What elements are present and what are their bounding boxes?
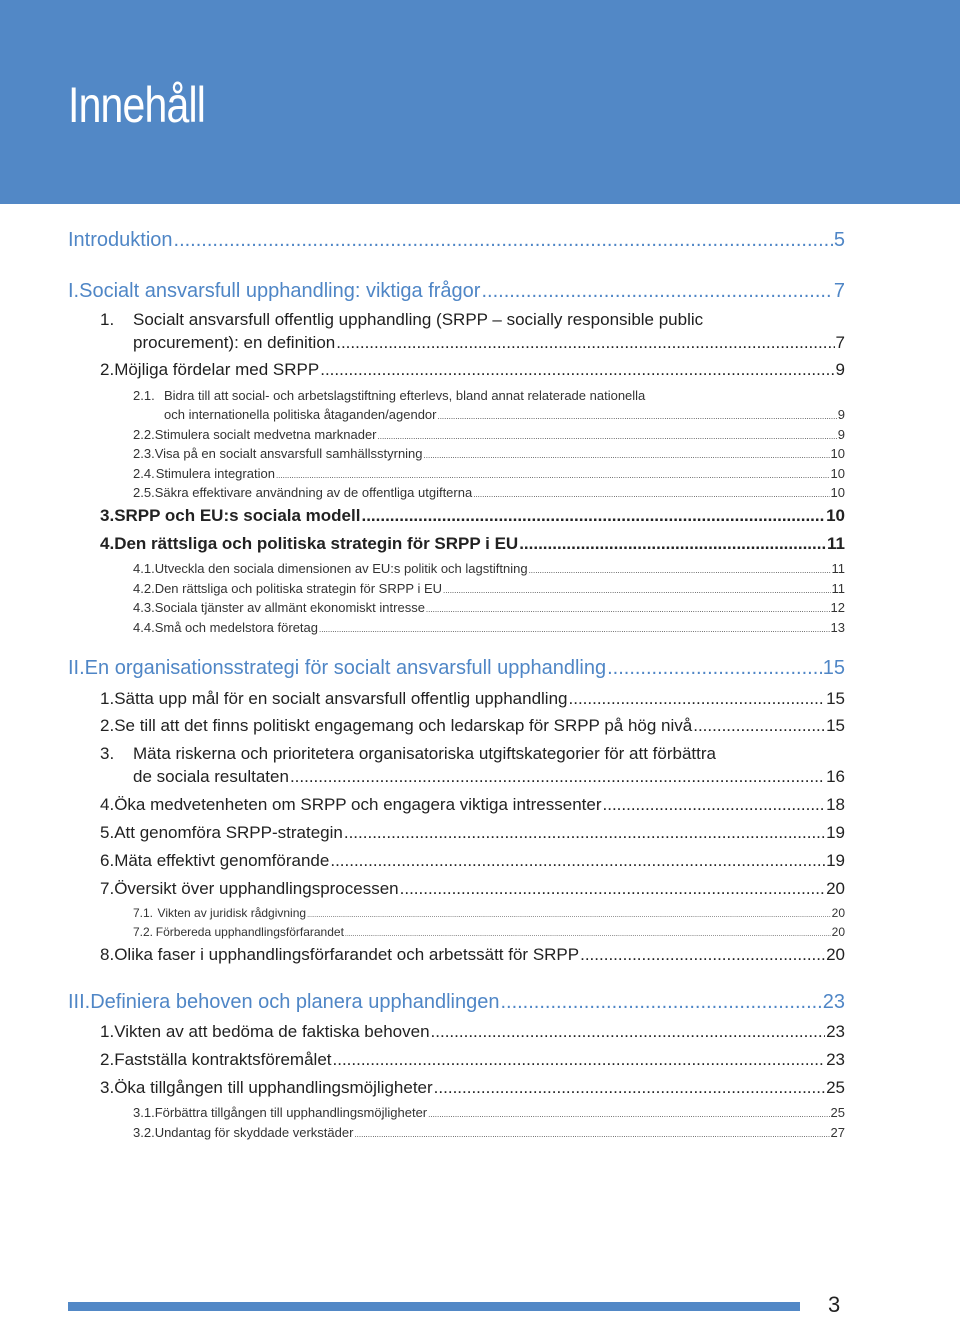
toc-entry-1-4-1[interactable] xyxy=(133,561,845,576)
toc-entry-1-1[interactable] xyxy=(100,310,845,330)
toc-number: 2.3. xyxy=(133,446,155,461)
toc-number: 2. xyxy=(100,1050,115,1069)
toc-label: Vikten av att bedöma de faktiska behoven xyxy=(114,1022,430,1041)
toc-label: Visa på en socialt ansvarsfull samhällsstyrning xyxy=(154,446,423,461)
toc-page: 20 xyxy=(826,945,845,964)
toc-entry-1-2-5[interactable] xyxy=(133,485,845,500)
toc-entry-3-3-1[interactable] xyxy=(133,1105,845,1120)
toc-number: II. xyxy=(68,657,85,679)
toc-entry-2-4[interactable] xyxy=(100,795,845,815)
toc-label: Vikten av juridisk rådgivning xyxy=(157,906,307,920)
toc-page: 12 xyxy=(830,600,845,615)
toc-number: 2. xyxy=(100,716,115,735)
toc-entry-1-4[interactable] xyxy=(100,534,845,554)
toc-entry-2-1[interactable] xyxy=(100,689,845,709)
toc-label: Definiera behoven och planera upphandlingen xyxy=(90,991,500,1013)
toc-label: Förbättra tillgången till upphandlingsmöjligheter xyxy=(154,1105,428,1120)
toc-number: 2.5. xyxy=(133,485,155,500)
toc-page: 25 xyxy=(830,1105,845,1120)
toc-entry-3-2[interactable] xyxy=(100,1050,845,1070)
toc-label: Stimulera integration xyxy=(155,466,275,481)
toc-number: 4.1. xyxy=(133,561,155,576)
toc-page: 11 xyxy=(827,534,845,553)
toc-label: Olika faser i upphandlingsförfarandet och arbetssätt för SRPP xyxy=(114,945,580,964)
toc-label: Fastställa kontraktsföremålet xyxy=(114,1050,332,1069)
toc-number: 7.1. xyxy=(133,906,154,920)
toc-label-cont: de sociala resultaten xyxy=(133,767,289,786)
toc-entry-3-1[interactable] xyxy=(100,1022,845,1042)
toc-label: Socialt ansvarsfull upphandling: viktiga frågor xyxy=(79,280,481,302)
toc-page: 19 xyxy=(826,851,845,870)
toc-label: Små och medelstora företag xyxy=(154,620,318,635)
toc-number: 4.3. xyxy=(133,600,155,615)
toc-entry-1-2[interactable] xyxy=(100,360,845,380)
toc-page: 7 xyxy=(833,280,845,302)
toc-number: 2.4. xyxy=(133,466,155,481)
toc-label: Förbereda upphandlingsförfarandet xyxy=(155,925,344,939)
toc-page: 7 xyxy=(835,333,845,352)
toc-number: 3. xyxy=(100,1078,115,1097)
toc-number: 1. xyxy=(100,1022,115,1041)
toc-entry-2-7-1[interactable] xyxy=(133,906,845,920)
toc-page: 11 xyxy=(831,561,845,576)
toc-entry-2-5[interactable] xyxy=(100,823,845,843)
toc-page: 20 xyxy=(831,925,845,939)
toc-page: 23 xyxy=(826,1022,845,1041)
toc-label: Mäta effektivt genomförande xyxy=(114,851,330,870)
toc-entry-1-4-2[interactable] xyxy=(133,581,845,596)
toc-entry-intro[interactable] xyxy=(68,229,845,252)
toc-label: Sätta upp mål för en socialt ansvarsfull offentlig upphandling xyxy=(114,689,568,708)
toc-section-3[interactable] xyxy=(68,991,845,1014)
toc-label: Sociala tjänster av allmänt ekonomiskt intresse xyxy=(154,600,425,615)
toc-page: 9 xyxy=(837,407,845,422)
toc-number: 7.2. xyxy=(133,925,154,939)
toc-entry-2-3[interactable] xyxy=(100,744,845,764)
toc-page: 18 xyxy=(826,795,845,814)
toc-section-1[interactable] xyxy=(68,280,845,303)
toc-entry-1-2-3[interactable] xyxy=(133,446,845,461)
toc-label: Stimulera socialt medvetna marknader xyxy=(154,427,377,442)
toc-entry-1-4-3[interactable] xyxy=(133,600,845,615)
toc-entry-2-7-2[interactable] xyxy=(133,925,845,939)
toc-label: Att genomföra SRPP-strategin xyxy=(114,823,343,842)
toc-label: Se till att det finns politiskt engagemang och ledarskap för SRPP på hög nivå xyxy=(114,716,693,735)
toc-page: 10 xyxy=(830,485,845,500)
toc-number: 2. xyxy=(100,360,115,379)
toc-label: Bidra till att social- och arbetslagstiftning efterlevs, bland annat relaterade nationella xyxy=(164,388,646,403)
toc-section-2[interactable] xyxy=(68,657,845,680)
toc-number: 4. xyxy=(100,795,115,814)
toc-page: 13 xyxy=(830,620,845,635)
toc-page: 9 xyxy=(837,427,845,442)
toc-label-cont: och internationella politiska åtaganden/agendor xyxy=(164,407,437,422)
toc-entry-2-6[interactable] xyxy=(100,851,845,871)
toc-label: Öka medvetenheten om SRPP och engagera viktiga intressenter xyxy=(114,795,602,814)
toc-number: 3. xyxy=(100,506,115,525)
toc-page: 9 xyxy=(835,360,845,379)
toc-page: 15 xyxy=(822,657,845,679)
toc-label: Öka tillgången till upphandlingsmöjligheter xyxy=(114,1078,433,1097)
toc-entry-1-2-1-cont[interactable] xyxy=(164,407,845,422)
toc-number: 3.2. xyxy=(133,1125,155,1140)
toc-entry-2-7[interactable] xyxy=(100,879,845,899)
toc-page: 23 xyxy=(822,991,845,1013)
toc-label: Mäta riskerna och prioritetera organisatoriska utgiftskategorier för att förbättra xyxy=(133,744,716,763)
toc-label: Den rättsliga och politiska strategin för SRPP i EU xyxy=(114,534,519,553)
toc-label: Introduktion xyxy=(68,229,173,251)
toc-page: 10 xyxy=(830,446,845,461)
toc-number: 7. xyxy=(100,879,115,898)
toc-page: 16 xyxy=(826,767,845,786)
toc-entry-3-3[interactable] xyxy=(100,1078,845,1098)
toc-page: 10 xyxy=(830,466,845,481)
toc-entry-1-1-cont[interactable] xyxy=(133,333,845,353)
toc-page: 20 xyxy=(826,879,845,898)
toc-entry-2-3-cont[interactable] xyxy=(133,767,845,787)
toc-number: 3.1. xyxy=(133,1105,155,1120)
toc-number: 1. xyxy=(100,310,115,329)
toc-page: 27 xyxy=(830,1125,845,1140)
toc-entry-1-2-1[interactable] xyxy=(133,388,845,403)
toc-page: 23 xyxy=(826,1050,845,1069)
toc-number: 4. xyxy=(100,534,115,553)
toc-label: Säkra effektivare användning av de offentliga utgifterna xyxy=(154,485,473,500)
toc-label-cont: procurement): en definition xyxy=(133,333,336,352)
toc-label: En organisationsstrategi för socialt ansvarsfull upphandling xyxy=(84,657,607,679)
toc-entry-1-2-2[interactable] xyxy=(133,427,845,442)
toc-number: 3. xyxy=(100,744,115,763)
toc-entry-1-4-4[interactable] xyxy=(133,620,845,635)
toc-label: Den rättsliga och politiska strategin för SRPP i EU xyxy=(154,581,443,596)
toc-label: Undantag för skyddade verkstäder xyxy=(154,1125,354,1140)
toc-entry-1-2-4[interactable] xyxy=(133,466,845,481)
toc-number: 1. xyxy=(100,689,115,708)
toc-entry-2-8[interactable] xyxy=(100,945,845,965)
toc-entry-1-3[interactable] xyxy=(100,506,845,526)
toc-page: 11 xyxy=(831,581,845,596)
toc-number: 6. xyxy=(100,851,115,870)
toc-number: 8. xyxy=(100,945,115,964)
toc-label: Möjliga fördelar med SRPP xyxy=(114,360,320,379)
toc-entry-2-2[interactable] xyxy=(100,716,845,736)
page-number: 3 xyxy=(828,1292,841,1317)
toc-label: SRPP och EU:s sociala modell xyxy=(114,506,361,525)
toc-label: Socialt ansvarsfull offentlig upphandling (SRPP – socially responsible public xyxy=(133,310,704,329)
toc-page: 5 xyxy=(833,229,845,251)
toc-entry-3-3-2[interactable] xyxy=(133,1125,845,1140)
toc-page: 25 xyxy=(826,1078,845,1097)
toc-label: Översikt över upphandlingsprocessen xyxy=(114,879,399,898)
toc-label: Utveckla den sociala dimensionen av EU:s politik och lagstiftning xyxy=(154,561,528,576)
toc-page: 20 xyxy=(831,906,845,920)
toc-number: 5. xyxy=(100,823,115,842)
toc-number: 4.4. xyxy=(133,620,155,635)
footer-bar xyxy=(68,1302,800,1311)
toc-number: 2.1. xyxy=(133,388,155,403)
toc-number: I. xyxy=(68,280,80,302)
toc-page: 19 xyxy=(826,823,845,842)
toc-number: 4.2. xyxy=(133,581,155,596)
toc-page: 15 xyxy=(826,716,845,735)
toc-number: 2.2. xyxy=(133,427,155,442)
page-title: Innehåll xyxy=(68,77,206,133)
toc-page: 10 xyxy=(826,506,845,525)
toc-number: III. xyxy=(68,991,91,1013)
toc-page: 15 xyxy=(826,689,845,708)
